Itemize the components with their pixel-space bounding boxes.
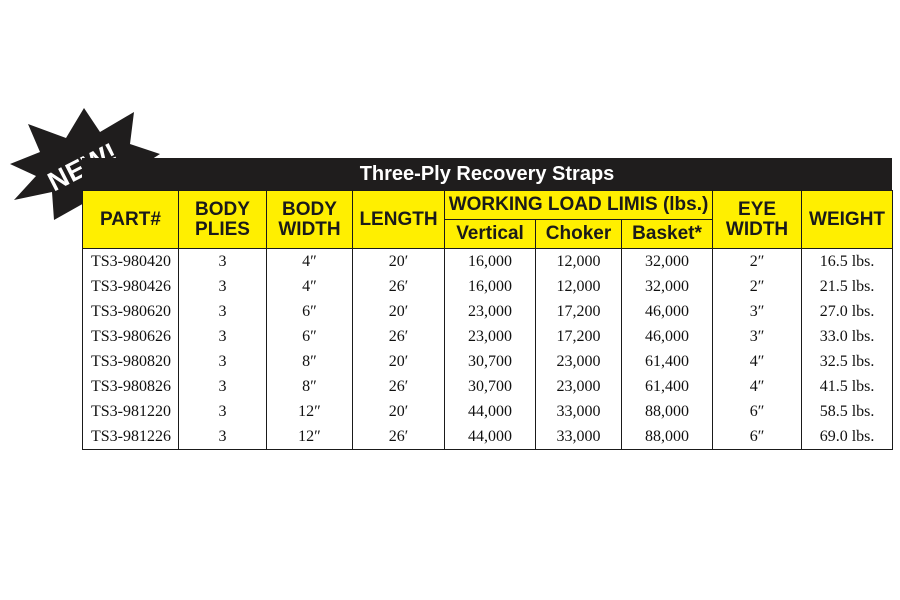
header-working-load-limits: WORKING LOAD LIMIS (lbs.) [445,191,713,220]
cell-vertical: 16,000 [445,249,536,275]
cell-part: TS3-980620 [83,299,179,324]
cell-length: 26′ [353,424,445,450]
cell-length: 20′ [353,399,445,424]
cell-length: 26′ [353,374,445,399]
cell-vertical: 16,000 [445,274,536,299]
cell-eye-width: 3″ [713,324,802,349]
table-row [83,399,893,424]
header-body-width: BODY WIDTH [267,191,353,249]
cell-body-plies: 3 [179,399,267,424]
cell-eye-width: 4″ [713,374,802,399]
table-row [83,299,893,324]
cell-body-plies: 3 [179,249,267,275]
cell-basket: 46,000 [622,324,713,349]
cell-basket: 88,000 [622,399,713,424]
table-row [83,249,893,275]
cell-weight: 32.5 lbs. [802,349,893,374]
cell-eye-width: 2″ [713,274,802,299]
table-row [83,374,893,399]
cell-part: TS3-980626 [83,324,179,349]
cell-choker: 23,000 [536,374,622,399]
header-body-plies: BODY PLIES [179,191,267,249]
cell-body-plies: 3 [179,424,267,450]
cell-choker: 33,000 [536,424,622,450]
cell-body-plies: 3 [179,374,267,399]
cell-weight: 16.5 lbs. [802,249,893,275]
table-row [83,274,893,299]
cell-eye-width: 4″ [713,349,802,374]
table-row [83,349,893,374]
cell-body-width: 6″ [267,299,353,324]
cell-choker: 17,200 [536,299,622,324]
cell-eye-width: 2″ [713,249,802,275]
cell-weight: 69.0 lbs. [802,424,893,450]
cell-eye-width: 3″ [713,299,802,324]
recovery-straps-table [82,190,893,450]
cell-body-plies: 3 [179,349,267,374]
cell-eye-width: 6″ [713,424,802,450]
cell-length: 26′ [353,324,445,349]
cell-basket: 88,000 [622,424,713,450]
header-vertical: Vertical [445,220,536,249]
table-row [83,324,893,349]
cell-basket: 32,000 [622,249,713,275]
cell-weight: 27.0 lbs. [802,299,893,324]
header-length: LENGTH [353,191,445,249]
cell-part: TS3-981220 [83,399,179,424]
cell-choker: 12,000 [536,274,622,299]
header-basket: Basket* [622,220,713,249]
cell-choker: 23,000 [536,349,622,374]
header-choker: Choker [536,220,622,249]
cell-basket: 46,000 [622,299,713,324]
cell-vertical: 23,000 [445,299,536,324]
cell-part: TS3-980426 [83,274,179,299]
cell-vertical: 30,700 [445,374,536,399]
cell-body-width: 6″ [267,324,353,349]
cell-length: 20′ [353,249,445,275]
header-part: PART# [83,191,179,249]
cell-weight: 58.5 lbs. [802,399,893,424]
cell-body-plies: 3 [179,299,267,324]
cell-basket: 61,400 [622,349,713,374]
cell-vertical: 23,000 [445,324,536,349]
cell-vertical: 30,700 [445,349,536,374]
header-weight: WEIGHT [802,191,893,249]
cell-basket: 32,000 [622,274,713,299]
cell-body-width: 8″ [267,374,353,399]
cell-body-width: 4″ [267,249,353,275]
cell-part: TS3-981226 [83,424,179,450]
cell-body-width: 12″ [267,399,353,424]
table-row [83,424,893,450]
cell-choker: 17,200 [536,324,622,349]
cell-part: TS3-980826 [83,374,179,399]
cell-part: TS3-980820 [83,349,179,374]
header-eye-width: EYE WIDTH [713,191,802,249]
cell-basket: 61,400 [622,374,713,399]
cell-length: 26′ [353,274,445,299]
cell-length: 20′ [353,299,445,324]
cell-body-width: 8″ [267,349,353,374]
cell-body-plies: 3 [179,324,267,349]
cell-length: 20′ [353,349,445,374]
cell-eye-width: 6″ [713,399,802,424]
table-title: Three-Ply Recovery Straps [82,158,892,190]
cell-weight: 41.5 lbs. [802,374,893,399]
cell-vertical: 44,000 [445,399,536,424]
cell-body-width: 12″ [267,424,353,450]
cell-part: TS3-980420 [83,249,179,275]
cell-body-plies: 3 [179,274,267,299]
cell-weight: 33.0 lbs. [802,324,893,349]
cell-body-width: 4″ [267,274,353,299]
cell-choker: 33,000 [536,399,622,424]
cell-choker: 12,000 [536,249,622,275]
cell-weight: 21.5 lbs. [802,274,893,299]
cell-vertical: 44,000 [445,424,536,450]
